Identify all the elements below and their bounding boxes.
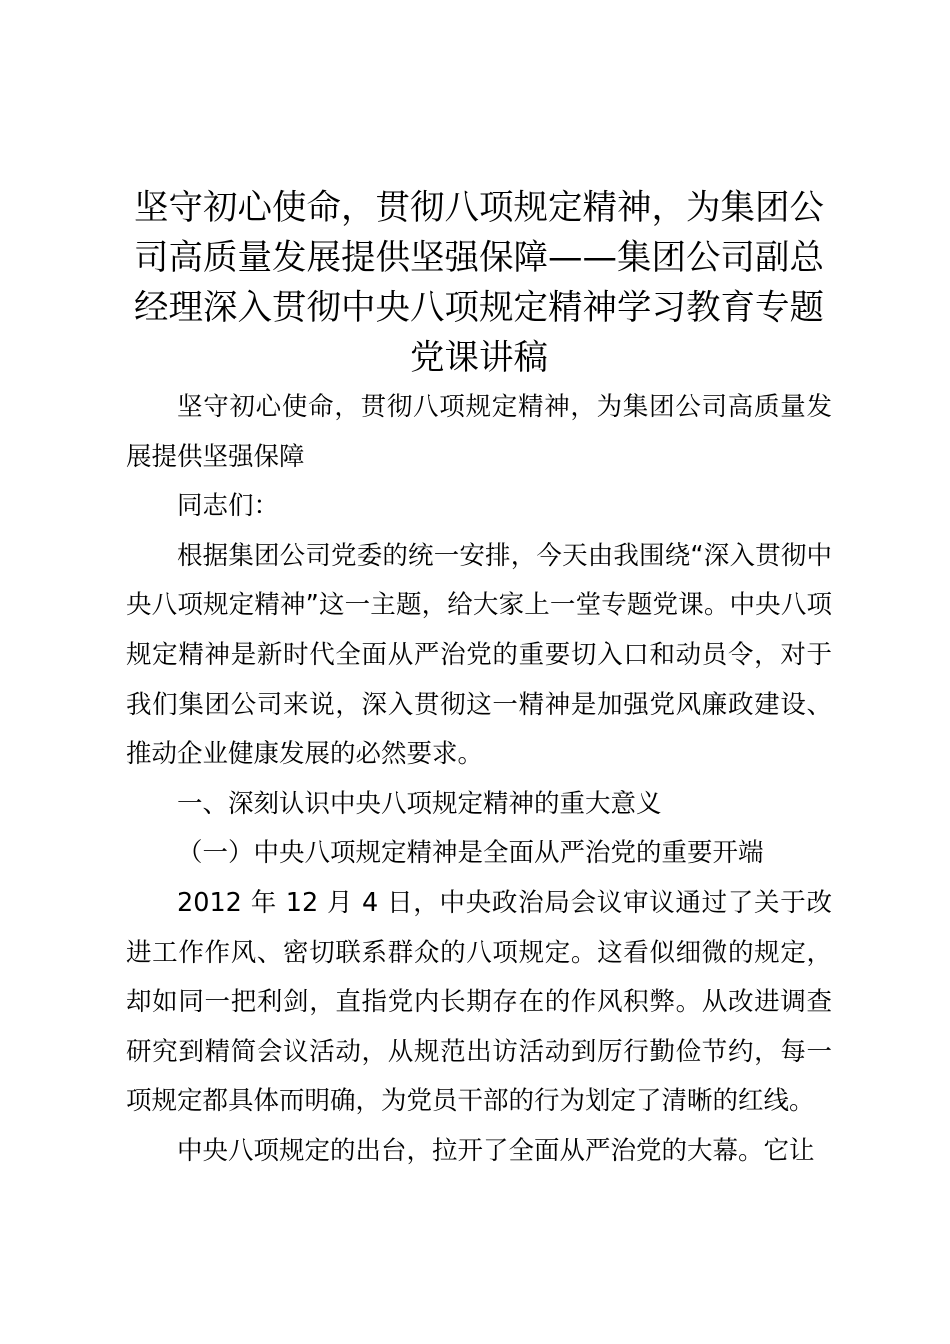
subsection-heading-1: （一）中央八项规定精神是全面从严治党的重要开端: [177, 838, 764, 869]
intro-paragraph: 根据集团公司党委的统一安排，今天由我围绕“深入贯彻中央八项规定精神”这一主题，给大家上一堂专题党课。中央八项规定精神是新时代全面从严治党的重要切入口和动员令，对于我们集团公司来说，深入贯彻这一精神是加强党风廉政建设、推动企业健康发展的必然要求。: [126, 540, 832, 770]
section-heading-1: 一、深刻认识中央八项规定精神的重大意义: [177, 788, 662, 819]
document-title: 坚守初心使命，贯彻八项规定精神，为集团公司高质量发展提供坚强保障——集团公司副总经理深入贯彻中央八项规定精神学习教育专题党课讲稿: [134, 188, 824, 378]
document-page: [126, 183, 832, 1177]
body-paragraph-2: 中央八项规定的出台，拉开了全面从严治党的大幕。它让: [177, 1135, 815, 1166]
body-paragraph-1: 2012 年 12 月 4 日，中央政治局会议审议通过了关于改进工作作风、密切联系群众的八项规定。这看似细微的规定，却如同一把利剑，直指党内长期存在的作风积弊。从改进调查研究到精简会议活动，从规范出访活动到厉行勤俭节约，每一项规定都具体而明确，为党员干部的行为划定了清晰的红线。: [126, 887, 832, 1117]
subtitle-paragraph: 坚守初心使命，贯彻八项规定精神，为集团公司高质量发展提供坚强保障: [126, 392, 832, 472]
salutation-paragraph: 同志们：: [177, 491, 280, 522]
